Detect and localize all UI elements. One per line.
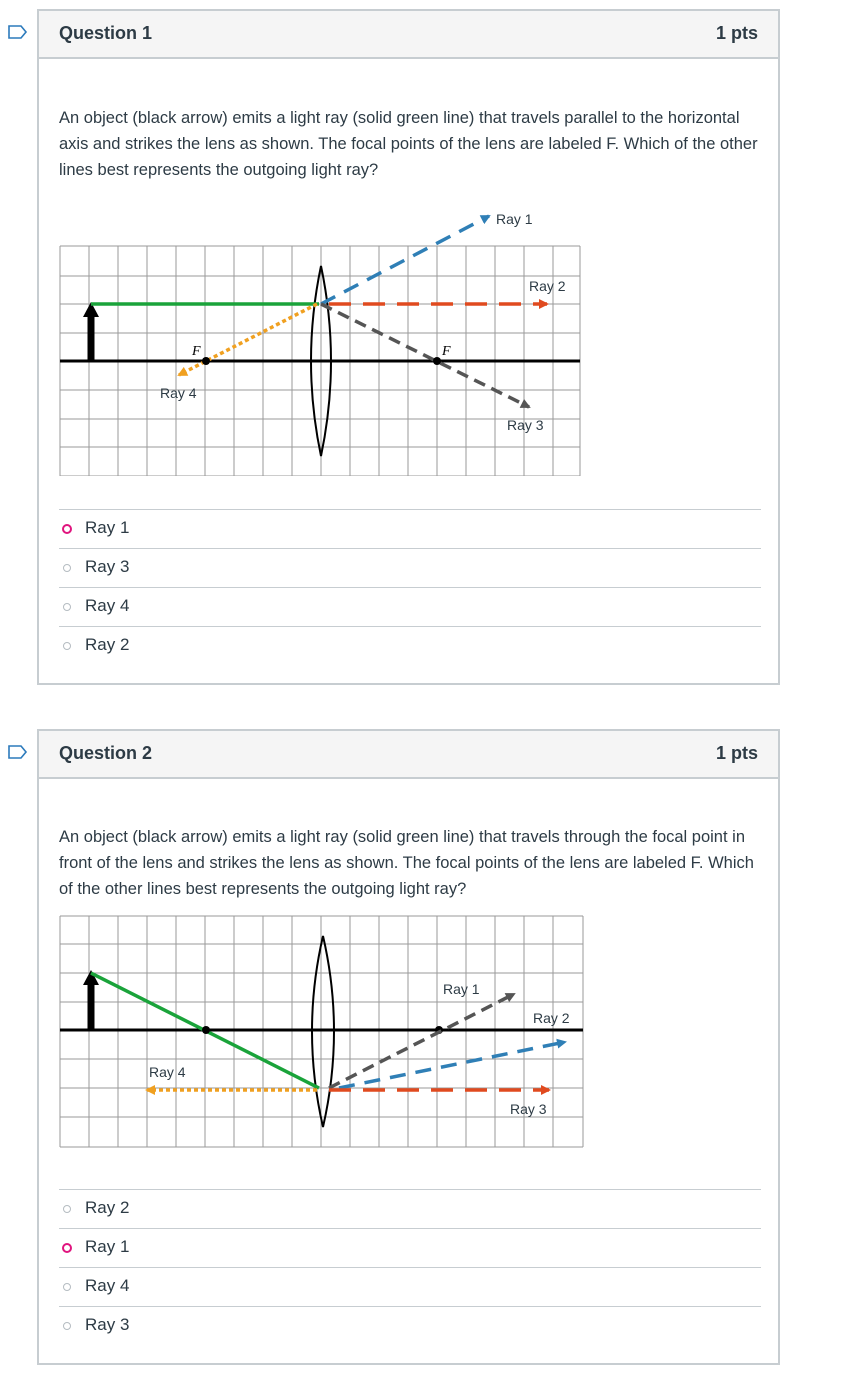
answer-label[interactable]: Ray 3 bbox=[85, 1315, 130, 1334]
question-text: An object (black arrow) emits a light ray (solid green line) that travels parallel to the horizontal axis and strikes the lens as shown. The focal points of the lens are labeled F. Which of the other lines best represents the outgoing light ray? bbox=[59, 109, 758, 179]
answer-list bbox=[59, 1189, 761, 1345]
radio-selected-icon[interactable] bbox=[62, 1243, 72, 1253]
ray-4-label: Ray 4 bbox=[149, 1064, 186, 1080]
ray-2-label: Ray 2 bbox=[533, 1010, 570, 1026]
answer-label[interactable]: Ray 1 bbox=[85, 1237, 130, 1256]
ray-3-label: Ray 3 bbox=[510, 1101, 547, 1117]
question-1 bbox=[37, 9, 780, 685]
lens-diagram-1 bbox=[39, 196, 619, 476]
lens-diagram-2 bbox=[39, 911, 619, 1151]
answer-label[interactable]: Ray 3 bbox=[85, 557, 130, 576]
answer-option[interactable] bbox=[59, 587, 761, 626]
answer-list bbox=[59, 509, 761, 665]
radio-icon[interactable] bbox=[63, 603, 71, 611]
focal-point-left bbox=[202, 1026, 210, 1034]
focal-label-right: F bbox=[442, 344, 451, 359]
answer-label[interactable]: Ray 4 bbox=[85, 596, 130, 615]
question-header bbox=[39, 731, 778, 779]
radio-selected-icon[interactable] bbox=[62, 524, 72, 534]
question-title: Question 1 bbox=[59, 23, 153, 43]
question-2 bbox=[37, 729, 780, 1365]
answer-label[interactable]: Ray 4 bbox=[85, 1276, 130, 1295]
ray-4-label: Ray 4 bbox=[160, 385, 197, 401]
question-points: 1 pts bbox=[715, 23, 758, 43]
question-title: Question 2 bbox=[59, 743, 153, 763]
question-header bbox=[39, 11, 778, 59]
ray-1-line bbox=[329, 994, 514, 1088]
ray-2-label: Ray 2 bbox=[529, 278, 566, 294]
radio-icon[interactable] bbox=[63, 1322, 71, 1330]
answer-option[interactable] bbox=[59, 509, 761, 548]
ray-3-label: Ray 3 bbox=[507, 417, 544, 433]
ray-1-label: Ray 1 bbox=[496, 211, 533, 227]
answer-option[interactable] bbox=[59, 548, 761, 587]
ray-3-line bbox=[321, 304, 529, 407]
answer-option[interactable] bbox=[59, 1189, 761, 1228]
answer-label[interactable]: Ray 2 bbox=[85, 1198, 130, 1217]
answer-option[interactable] bbox=[59, 1306, 761, 1345]
answer-label[interactable]: Ray 1 bbox=[85, 518, 130, 537]
answer-option[interactable] bbox=[59, 1267, 761, 1306]
ray-4-line bbox=[179, 304, 317, 375]
answer-label[interactable]: Ray 2 bbox=[85, 635, 130, 654]
question-text: An object (black arrow) emits a light ray (solid green line) that travels through the focal point in front of the lens and strikes the lens as shown. The focal points of the lens are labeled F. Which of the other lines best represents the outgoing light ray? bbox=[59, 828, 754, 898]
question-points: 1 pts bbox=[715, 743, 758, 763]
radio-icon[interactable] bbox=[63, 1205, 71, 1213]
ray-1-line bbox=[321, 216, 489, 304]
flag-question-icon[interactable] bbox=[8, 25, 28, 39]
focal-point-right bbox=[433, 357, 441, 365]
focal-label-left: F bbox=[192, 344, 201, 359]
focal-point-left bbox=[202, 357, 210, 365]
radio-icon[interactable] bbox=[63, 564, 71, 572]
flag-question-icon[interactable] bbox=[8, 745, 28, 759]
ray-1-label: Ray 1 bbox=[443, 981, 480, 997]
radio-icon[interactable] bbox=[63, 1283, 71, 1291]
answer-option[interactable] bbox=[59, 1228, 761, 1267]
radio-icon[interactable] bbox=[63, 642, 71, 650]
answer-option[interactable] bbox=[59, 626, 761, 665]
